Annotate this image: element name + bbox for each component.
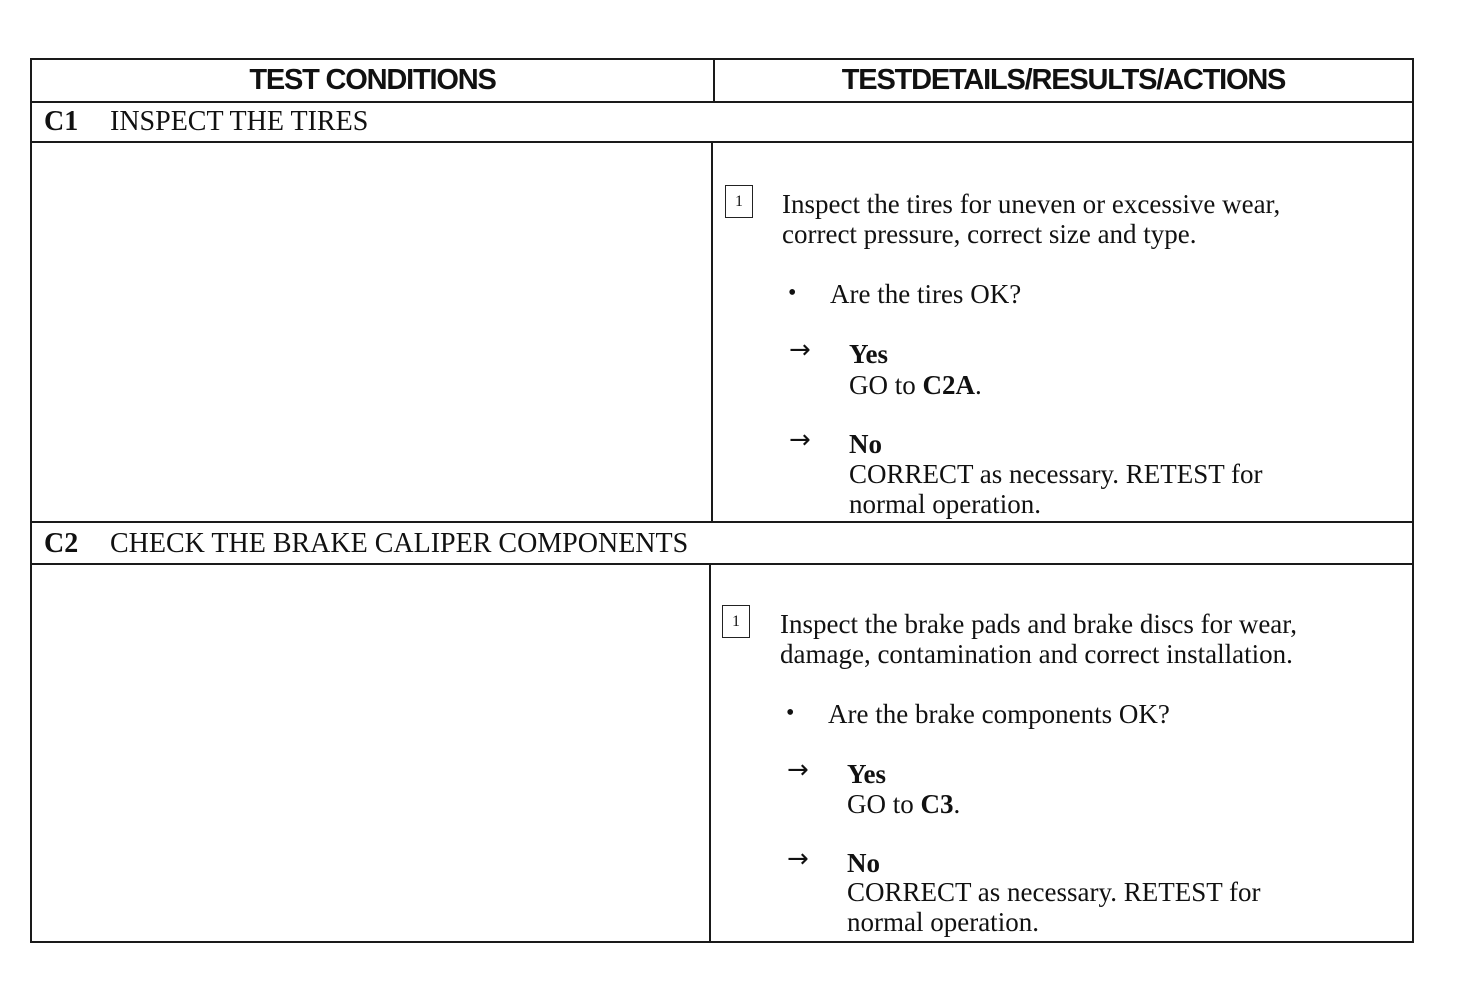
c1-no-action-line2: normal operation. — [849, 489, 1041, 519]
section-c1-id: C1 — [44, 106, 79, 137]
c1-no-action-line1: CORRECT as necessary. RETEST for — [849, 459, 1263, 489]
c2-question: Are the brake components OK? — [828, 699, 1170, 729]
c1-yes-target: C2A — [922, 370, 975, 400]
section-c2-id: C2 — [44, 528, 79, 559]
c2-instruction-line2: damage, contamination and correct installation. — [780, 639, 1293, 669]
c2-no-label: No — [847, 848, 880, 878]
c2-title-divider — [30, 563, 1414, 565]
bullet-icon: • — [786, 700, 795, 726]
arrow-right-icon: → — [787, 755, 809, 785]
header-test-conditions: TEST CONDITIONS — [249, 64, 496, 96]
arrow-right-icon: → — [789, 335, 811, 365]
section-c1-name: INSPECT THE TIRES — [110, 106, 369, 137]
section-c2-name: CHECK THE BRAKE CALIPER COMPONENTS — [110, 528, 689, 559]
c2-no-action-line1: CORRECT as necessary. RETEST for — [847, 877, 1261, 907]
c1-no-label: No — [849, 429, 882, 459]
section-c1-title — [44, 106, 368, 138]
step-number-box: 1 — [722, 605, 750, 638]
c2-column-divider — [709, 563, 711, 943]
step-number-box: 1 — [725, 185, 753, 218]
arrow-right-icon: → — [787, 844, 809, 874]
arrow-right-icon: → — [789, 425, 811, 455]
header-divider — [30, 101, 1414, 103]
bullet-icon: • — [788, 280, 797, 306]
header-test-details: TESTDETAILS/RESULTS/ACTIONS — [841, 64, 1286, 96]
c2-yes-target: C3 — [920, 789, 954, 819]
c1-yes-label: Yes — [849, 339, 888, 369]
c1-end-divider — [30, 521, 1414, 523]
c2-instruction-line1: Inspect the brake pads and brake discs for wear, — [780, 609, 1297, 639]
c1-title-divider — [30, 141, 1414, 143]
c2-no-action-line2: normal operation. — [847, 907, 1039, 937]
c2-yes-label: Yes — [847, 759, 886, 789]
c1-column-divider — [711, 141, 713, 522]
c1-yes-action: GO to C2A. — [849, 370, 982, 400]
c1-instruction-line2: correct pressure, correct size and type. — [782, 219, 1197, 249]
c1-question: Are the tires OK? — [830, 279, 1022, 309]
c1-instruction-line1: Inspect the tires for uneven or excessive wear, — [782, 189, 1281, 219]
section-c2-title — [44, 528, 688, 560]
c2-yes-action: GO to C3. — [847, 789, 961, 819]
